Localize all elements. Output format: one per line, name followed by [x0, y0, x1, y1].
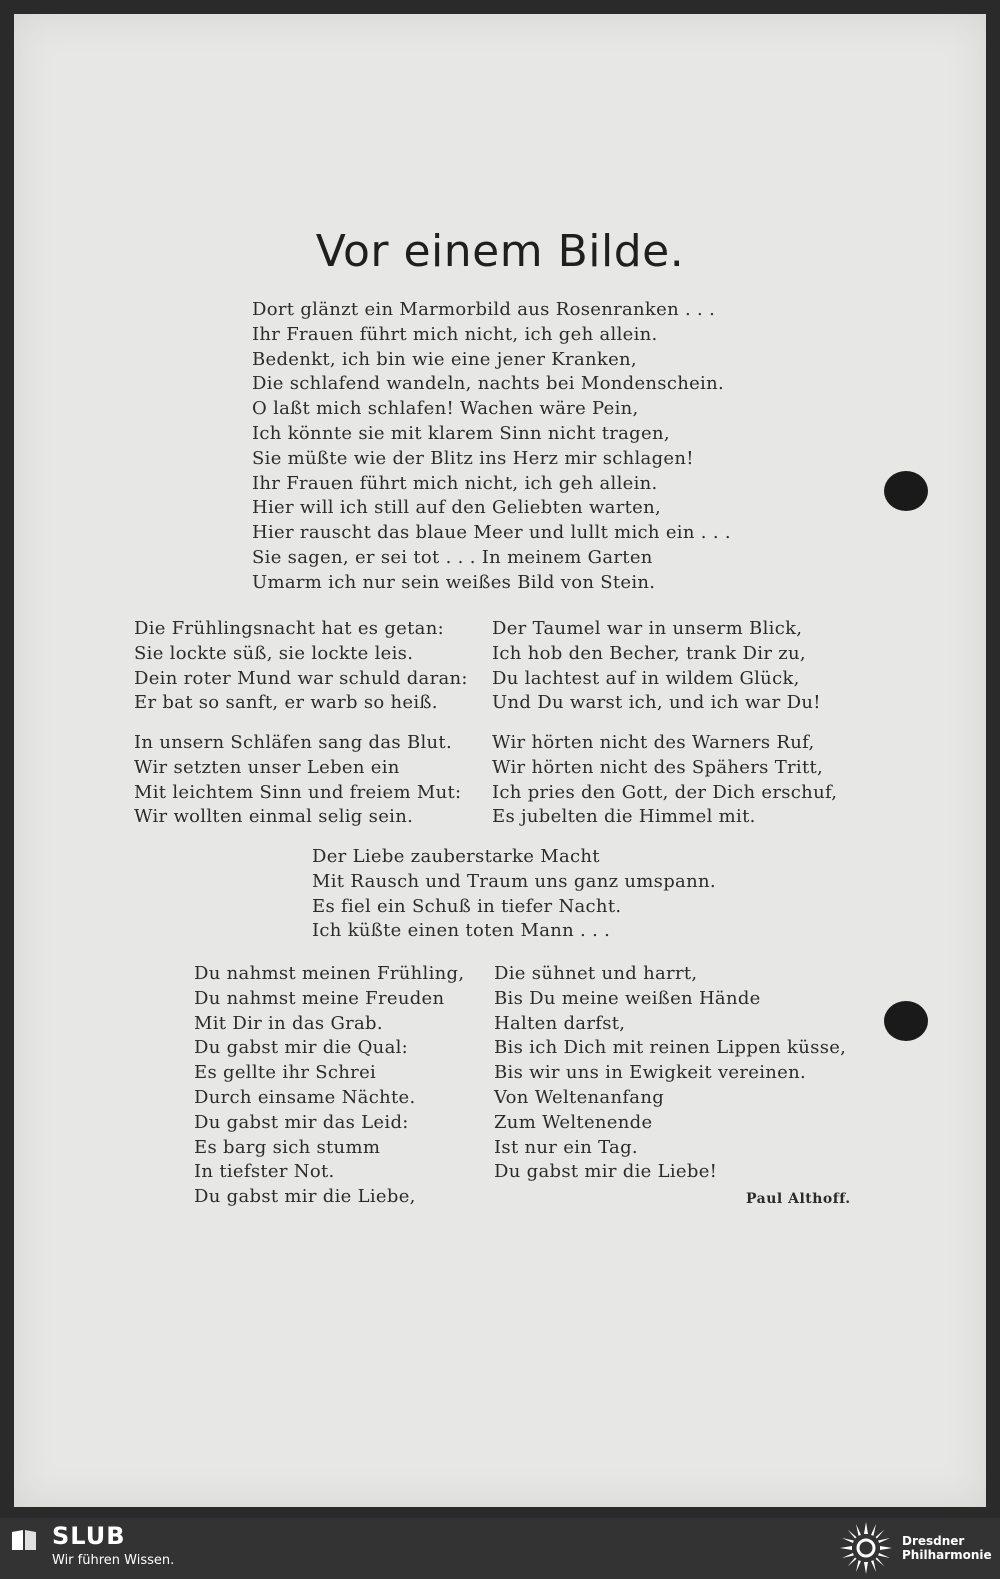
- book-icon: [10, 1528, 38, 1552]
- poem-line: Ich pries den Gott, der Dich erschuf,: [492, 781, 838, 803]
- slub-name[interactable]: SLUB: [52, 1522, 126, 1550]
- poem-line: Sie lockte süß, sie lockte leis.: [134, 642, 414, 664]
- stanza-1-right-column: [492, 617, 821, 716]
- poem-line: Bis ich Dich mit reinen Lippen küsse,: [494, 1037, 847, 1059]
- stanza-1-left-column: [134, 617, 468, 716]
- poem-line: Du gabst mir die Qual:: [194, 1037, 409, 1059]
- middle-stanza: [312, 845, 716, 944]
- poem-line: Dein roter Mund war schuld daran:: [134, 667, 468, 689]
- punch-hole: [884, 1001, 928, 1041]
- poem-line: Halten darfst,: [494, 1012, 626, 1034]
- poem-line: Sie müßte wie der Blitz ins Herz mir schlagen!: [252, 447, 694, 469]
- poem-line: Die sühnet und harrt,: [494, 963, 698, 984]
- poem-line: Ich hob den Becher, trank Dir zu,: [492, 642, 806, 664]
- poem-line: Du gabst mir das Leid:: [194, 1111, 409, 1133]
- poem-line: Dort glänzt ein Marmorbild aus Rosenranken . . .: [252, 299, 716, 320]
- poem-line: Du gabst mir die Liebe,: [194, 1186, 416, 1208]
- poem-line: Und Du warst ich, und ich war Du!: [492, 692, 821, 714]
- poem-line: Der Taumel war in unserm Blick,: [492, 618, 803, 639]
- poem-line: Zum Weltenende: [494, 1111, 653, 1133]
- poem-line: Mit Rausch und Traum uns ganz umspann.: [312, 870, 716, 892]
- punch-hole: [884, 471, 928, 511]
- poem-line: O laßt mich schlafen! Wachen wäre Pein,: [252, 398, 639, 420]
- poem-line: Durch einsame Nächte.: [194, 1086, 416, 1108]
- poem-line: Es fiel ein Schuß in tiefer Nacht.: [312, 895, 622, 917]
- poem-line: Es jubelten die Himmel mit.: [492, 806, 756, 828]
- poem-line: Wir setzten unser Leben ein: [134, 756, 400, 778]
- poem-line: Hier will ich still auf den Geliebten warten,: [252, 497, 662, 519]
- poem-line: Bis Du meine weißen Hände: [494, 987, 761, 1009]
- poem-line: Der Liebe zauberstarke Macht: [312, 846, 600, 867]
- poem-line: Bis wir uns in Ewigkeit vereinen.: [494, 1062, 807, 1084]
- poem-line: Es barg sich stumm: [194, 1136, 381, 1158]
- poem-line: In unsern Schläfen sang das Blut.: [134, 732, 452, 753]
- poem-line: Du nahmst meinen Frühling,: [194, 963, 465, 984]
- poem-line: Mit Dir in das Grab.: [194, 1012, 383, 1034]
- stanza-2-right-column: [492, 731, 837, 830]
- poem-line: Von Weltenanfang: [494, 1086, 665, 1108]
- partner-name-line1: Dresdner: [902, 1534, 965, 1548]
- poem-line: Wir hörten nicht des Warners Ruf,: [492, 732, 815, 753]
- poem-line: Ist nur ein Tag.: [494, 1136, 638, 1158]
- poem-line: Ihr Frauen führt mich nicht, ich geh allein.: [252, 472, 658, 494]
- poem-line: Mit leichtem Sinn und freiem Mut:: [134, 781, 462, 803]
- document-page: [14, 14, 986, 1507]
- stanza-2-left-column: [134, 731, 461, 830]
- poem-line: In tiefster Not.: [194, 1161, 335, 1183]
- poem-intro-stanza: [252, 298, 731, 596]
- poem-line: Bedenkt, ich bin wie eine jener Kranken,: [252, 348, 637, 370]
- poem-line: Die Frühlingsnacht hat es getan:: [134, 618, 444, 639]
- poem-line: Es gellte ihr Schrei: [194, 1062, 377, 1084]
- poem-line: Wir hörten nicht des Spähers Tritt,: [492, 756, 824, 778]
- poem-line: Du gabst mir die Liebe!: [494, 1161, 718, 1183]
- poem-line: Du nahmst meine Freuden: [194, 987, 445, 1009]
- stanza-3-right-column: [494, 962, 846, 1185]
- poem-line: Sie sagen, er sei tot . . . In meinem Garten: [252, 546, 653, 568]
- poem-line: Hier rauscht das blaue Meer und lullt mich ein . . .: [252, 522, 731, 544]
- poem-line: Du lachtest auf in wildem Glück,: [492, 667, 800, 689]
- poem-line: Umarm ich nur sein weißes Bild von Stein.: [252, 571, 656, 593]
- sunburst-icon[interactable]: [838, 1520, 894, 1576]
- poem-line: Ich küßte einen toten Mann . . .: [312, 920, 611, 942]
- poem-line: Wir wollten einmal selig sein.: [134, 806, 414, 828]
- partner-name: [902, 1534, 992, 1562]
- partner-name-line2: Philharmonie: [902, 1548, 992, 1562]
- poem-line: Er bat so sanft, er warb so heiß.: [134, 692, 438, 714]
- footer-bar: [0, 1518, 1000, 1579]
- poem-line: Die schlafend wandeln, nachts bei Mondenschein.: [252, 373, 725, 395]
- stanza-3-left-column: [194, 962, 464, 1210]
- slub-tagline: Wir führen Wissen.: [52, 1553, 175, 1568]
- poem-author: Paul Althoff.: [746, 1191, 851, 1207]
- poem-line: Ich könnte sie mit klarem Sinn nicht tragen,: [252, 422, 670, 444]
- poem-line: Ihr Frauen führt mich nicht, ich geh allein.: [252, 323, 658, 345]
- poem-title: Vor einem Bilde.: [315, 226, 685, 277]
